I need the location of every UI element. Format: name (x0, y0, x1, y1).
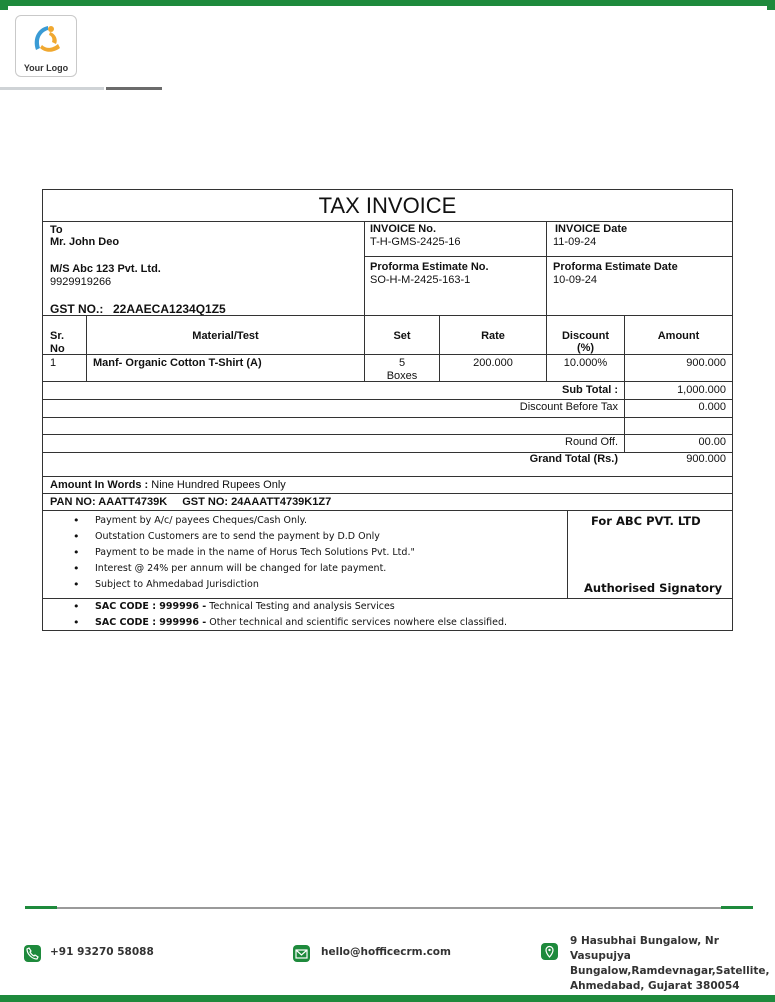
roundoff-label: Round Off. (565, 436, 618, 448)
divider (43, 417, 732, 418)
invoice-title: TAX INVOICE (318, 193, 457, 218)
sac-desc: Technical Testing and analysis Services (209, 601, 395, 612)
customer-name: Mr. John Deo (50, 236, 120, 248)
phone-icon (24, 945, 41, 962)
amount-in-words (50, 479, 286, 491)
logo-text: Your Logo (23, 63, 69, 73)
header-sr-no: No (50, 343, 65, 355)
row-amount: 900.000 (686, 357, 726, 369)
terms-list (43, 513, 565, 593)
pan-value: AAATT4739K (98, 496, 168, 508)
invoice-date: 11-09-24 (553, 236, 597, 248)
gst-value: 22AAECA1234Q1Z5 (113, 302, 226, 316)
row-rate: 200.000 (473, 357, 513, 369)
footer-rule-accent (721, 906, 753, 909)
proforma-date-label: Proforma Estimate Date (553, 261, 678, 273)
divider (43, 221, 732, 222)
mail-icon (293, 945, 310, 962)
divider (364, 221, 365, 315)
list-item (43, 599, 723, 615)
subtotal-label: Sub Total : (561, 384, 618, 396)
sac-code: SAC CODE : 999996 - (95, 601, 207, 612)
grand-total-value: 900.000 (686, 453, 726, 465)
sac-desc: Other technical and scientific services nowhere else classified. (209, 617, 508, 628)
pan-label: PAN NO: (50, 496, 96, 508)
logo-icon (28, 22, 66, 62)
proforma-no: SO-H-M-2425-163-1 (370, 274, 471, 286)
company-gst-value: 24AAATT4739K1Z7 (231, 496, 332, 508)
sac-code: SAC CODE : 999996 - (95, 617, 207, 628)
divider (43, 315, 732, 316)
list-item: • Payment by A/c/ payees Cheques/Cash Only. (43, 513, 565, 529)
divider (567, 510, 568, 598)
top-brand-bar (0, 0, 775, 6)
divider (86, 315, 87, 381)
divider (364, 256, 732, 257)
footer-phone[interactable]: +91 93270 58088 (50, 946, 154, 958)
signature-company: For ABC PVT. LTD (591, 514, 701, 528)
amount-words-label: Amount In Words : (50, 479, 149, 491)
header-discount: Discount (561, 330, 610, 342)
invoice-no: T-H-GMS-2425-16 (370, 236, 461, 248)
invoice-date-label: INVOICE Date (555, 223, 628, 235)
header-set: Set (393, 330, 411, 342)
discount-before-tax-label: Discount Before Tax (519, 401, 618, 413)
header-amount: Amount (657, 330, 700, 342)
logo-rule (0, 87, 104, 90)
divider (43, 434, 732, 435)
header-discount-pct: (%) (576, 342, 595, 354)
row-material: Manf- Organic Cotton T-Shirt (A) (93, 357, 262, 369)
divider (43, 399, 732, 400)
row-sr: 1 (50, 357, 57, 369)
header-rate: Rate (481, 330, 505, 342)
invoice-no-label: INVOICE No. (370, 223, 437, 235)
list-item (43, 615, 723, 631)
footer-rule-accent (25, 906, 57, 909)
top-bar-notch-right (767, 6, 775, 10)
address-line: 9 Hasubhai Bungalow, Nr Vasupujya (570, 935, 719, 962)
footer-email[interactable]: hello@hofficecrm.com (321, 946, 451, 958)
to-label: To (50, 224, 63, 236)
amount-words-value: Nine Hundred Rupees Only (151, 479, 286, 491)
pan-line (50, 496, 331, 508)
divider (43, 476, 732, 477)
logo-rule-accent (106, 87, 162, 90)
list-item: • Subject to Ahmedabad Jurisdiction (43, 577, 565, 593)
list-item: • Outstation Customers are to send the payment by D.D Only (43, 529, 565, 545)
list-item: • Payment to be made in the name of Horus Tech Solutions Pvt. Ltd." (43, 545, 565, 561)
location-pin-icon (541, 943, 558, 960)
address-line: Bungalow,Ramdevnagar,Satellite, (570, 965, 770, 977)
list-item: • Interest @ 24% per annum will be changed for late payment. (43, 561, 565, 577)
divider (546, 221, 547, 315)
company-name: M/S Abc 123 Pvt. Ltd. (50, 263, 161, 275)
row-discount: 10.000% (563, 357, 608, 369)
proforma-date: 10-09-24 (553, 274, 598, 286)
divider (43, 510, 732, 511)
row-set-qty: 5 (398, 357, 406, 369)
grand-total-label: Grand Total (Rs.) (529, 453, 618, 465)
company-gst-label: GST NO: (182, 496, 229, 508)
invoice-box (42, 189, 733, 631)
divider (439, 315, 440, 381)
top-bar-notch-left (0, 6, 8, 10)
footer-rule (25, 907, 753, 909)
gst-label: GST NO.: (50, 302, 104, 316)
address-line: Ahmedabad, Gujarat 380054 (570, 980, 740, 992)
roundoff-value: 00.00 (698, 436, 726, 448)
sac-list (43, 599, 723, 631)
row-set-unit: Boxes (386, 370, 418, 382)
header-sr: Sr. (50, 330, 65, 342)
customer-phone: 9929919266 (50, 276, 112, 288)
discount-before-tax-value: 0.000 (698, 401, 726, 413)
authorised-signatory: Authorised Signatory (584, 581, 723, 595)
footer-address (570, 934, 770, 994)
company-logo (15, 15, 77, 77)
divider (43, 493, 732, 494)
proforma-no-label: Proforma Estimate No. (370, 261, 489, 273)
divider (43, 354, 732, 355)
header-material: Material/Test (192, 330, 259, 342)
subtotal-value: 1,000.000 (677, 384, 726, 396)
bottom-brand-bar (0, 995, 775, 1002)
